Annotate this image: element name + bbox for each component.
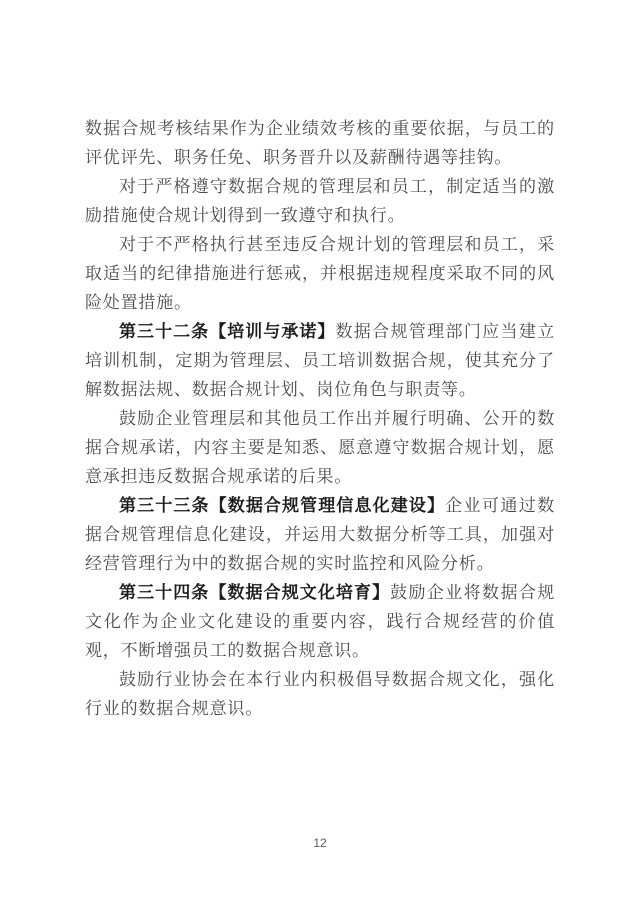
paragraph-text: 企业可通过数据合规管理信息化建设，并运用大数据分析等工具，加强对经营管理行为中的数据合规的实时监控和风险分析。 (85, 496, 555, 573)
document-body (85, 114, 555, 723)
article-heading: 第三十四条【数据合规文化培育】 (119, 583, 391, 602)
paragraph-text: 鼓励企业将数据合规文化作为企业文化建设的重要内容，践行合规经营的价值观，不断增强员工的数据合规意识。 (85, 583, 555, 660)
article-paragraph (85, 317, 555, 404)
paragraph-text: 对于严格遵守数据合规的管理层和员工，制定适当的激励措施使合规计划得到一致遵守和执行。 (85, 177, 555, 225)
body-paragraph (85, 172, 555, 230)
paragraph-text: 数据合规管理部门应当建立培训机制，定期为管理层、员工培训数据合规，使其充分了解数据法规、数据合规计划、岗位角色与职责等。 (85, 322, 555, 399)
article-paragraph (85, 578, 555, 665)
article-heading: 第三十三条【数据合规管理信息化建设】 (119, 496, 446, 515)
body-paragraph (85, 665, 555, 723)
paragraph-text: 鼓励企业管理层和其他员工作出并履行明确、公开的数据合规承诺，内容主要是知悉、愿意遵守数据合规计划，愿意承担违反数据合规承诺的后果。 (85, 409, 555, 486)
article-paragraph (85, 491, 555, 578)
page-number: 12 (313, 836, 327, 850)
paragraph-text: 鼓励行业协会在本行业内积极倡导数据合规文化，强化行业的数据合规意识。 (85, 670, 555, 718)
body-paragraph (85, 114, 555, 172)
body-paragraph (85, 404, 555, 491)
article-heading: 第三十二条【培训与承诺】 (119, 322, 336, 341)
paragraph-text: 对于不严格执行甚至违反合规计划的管理层和员工，采取适当的纪律措施进行惩戒，并根据违规程度采取不同的风险处置措施。 (85, 235, 555, 312)
paragraph-text: 数据合规考核结果作为企业绩效考核的重要依据，与员工的评优评先、职务任免、职务晋升以及薪酬待遇等挂钩。 (85, 119, 555, 167)
body-paragraph (85, 230, 555, 317)
